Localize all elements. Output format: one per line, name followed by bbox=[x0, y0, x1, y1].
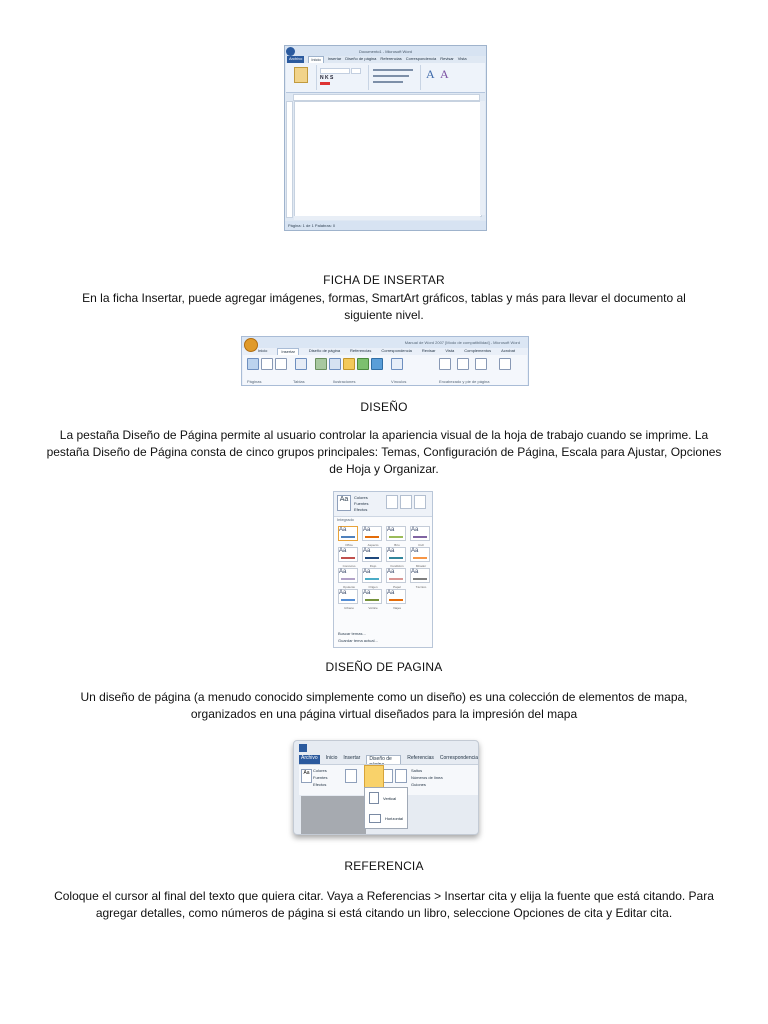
office-button-icon bbox=[286, 47, 295, 56]
theme-civil: Aa Civil bbox=[410, 526, 430, 541]
tab-referencias: Referencias bbox=[407, 755, 434, 761]
font-size-box bbox=[351, 68, 361, 74]
image-icon bbox=[315, 358, 327, 370]
paste-icon bbox=[294, 67, 308, 83]
clipboard-group bbox=[288, 65, 317, 90]
header-icon bbox=[439, 358, 451, 370]
tab-referencias: Referencias bbox=[350, 348, 372, 353]
quick-styles-icon: A bbox=[426, 67, 435, 81]
page-number-icon bbox=[475, 358, 487, 370]
ribbon-tabs bbox=[258, 348, 515, 355]
vertical-ruler bbox=[286, 101, 293, 218]
theme-brio: Aa Brío bbox=[386, 526, 406, 541]
insert-ribbon-screenshot bbox=[241, 336, 529, 386]
theme-tecnico: Aa Técnico bbox=[410, 568, 430, 583]
ribbon bbox=[243, 355, 527, 385]
horizontal-ruler bbox=[293, 94, 480, 101]
breaks-option: Saltos bbox=[411, 768, 423, 773]
colors-option: Colores bbox=[313, 768, 327, 773]
theme-opulento: Aa Opulento bbox=[338, 568, 358, 583]
tab-archivo: Archivo bbox=[289, 56, 303, 61]
text-box-icon bbox=[499, 358, 511, 370]
columns-icon bbox=[395, 769, 407, 783]
landscape-icon bbox=[369, 814, 381, 823]
tab-archivo: Archivo bbox=[299, 755, 320, 768]
margins-icon bbox=[345, 769, 357, 783]
themes-gallery-screenshot bbox=[333, 491, 433, 648]
buscar-temas-link: Buscar temas... bbox=[338, 631, 366, 636]
ribbon bbox=[286, 63, 485, 93]
pagina-heading: DISEÑO DE PAGINA bbox=[325, 660, 443, 674]
tab-diseno: Diseño de página bbox=[308, 348, 341, 353]
spacing-icon bbox=[373, 81, 403, 83]
option-horizontal: Horizontal bbox=[365, 808, 407, 828]
group-paginas: Páginas bbox=[247, 379, 262, 384]
hyphenation-option: Guiones bbox=[411, 782, 426, 787]
orientation-dropdown bbox=[364, 787, 408, 829]
gallery-label: Integrado bbox=[337, 517, 354, 522]
theme-mirador: Aa Mirador bbox=[410, 547, 430, 562]
font-name-box bbox=[320, 68, 350, 74]
page-setup-options bbox=[411, 767, 443, 788]
colors-option: Colores bbox=[354, 495, 368, 500]
size-icon bbox=[414, 495, 426, 509]
referencia-paragraph: Coloque el cursor al final del texto que quiera citar. Vaya a Referencias > Insertar cita y elija la fuente que está citando. Para agregar detalles, como números de página si está citando un libro, seleccione Opciones de cita y Editar cita. bbox=[54, 889, 714, 920]
styles-group bbox=[422, 65, 462, 90]
tab-vista: Vista bbox=[457, 56, 467, 61]
blank-page-icon bbox=[261, 358, 273, 370]
group-ilustraciones: Ilustraciones bbox=[333, 379, 356, 384]
tab-insertar: Insertar bbox=[327, 56, 342, 61]
office-button-icon bbox=[244, 338, 258, 352]
font-group bbox=[318, 65, 369, 90]
tab-vista: Vista bbox=[445, 348, 455, 353]
diseno-heading: DISEÑO bbox=[360, 400, 408, 414]
insertar-paragraph: En la ficha Insertar, puede agregar imágenes, formas, SmartArt gráficos, tablas y más para llevar el documento al siguiente nivel. bbox=[82, 291, 686, 322]
smartart-icon bbox=[357, 358, 369, 370]
tab-referencias: Referencias bbox=[380, 56, 402, 61]
group-tablas: Tablas bbox=[293, 379, 305, 384]
page-break-icon bbox=[275, 358, 287, 370]
paragraph-group bbox=[370, 65, 421, 90]
insertar-heading: FICHA DE INSERTAR bbox=[323, 273, 445, 287]
fonts-option: Fuentes bbox=[354, 501, 369, 506]
chart-icon bbox=[371, 358, 383, 370]
list-icon bbox=[373, 69, 413, 71]
bold-italic-icons: N K S bbox=[320, 75, 334, 81]
theme-office: Aa Office bbox=[338, 526, 358, 541]
theme-origen: Aa Origen bbox=[362, 568, 382, 583]
window-title: Manual de Word 2007 [Modo de compatibilidad] - Microsoft Word bbox=[242, 337, 528, 348]
tab-revisar: Revisar bbox=[440, 56, 454, 61]
theme-urbano: Aa Urbano bbox=[338, 589, 358, 604]
page-design-screenshot bbox=[293, 740, 479, 835]
diseno-paragraph: La pestaña Diseño de Página permite al usuario controlar la apariencia visual de la hoja de trabajo cuando se imprime. La pestaña Diseño de Página consta de cinco grupos principales: Temas, Configuración de Página, Escala para Ajustar, Opciones de Hoja y Organizar. bbox=[46, 428, 722, 476]
theme-papel: Aa Papel bbox=[386, 568, 406, 583]
themes-toolbar bbox=[334, 492, 432, 517]
portrait-icon bbox=[369, 792, 379, 804]
tab-correspondencia: Correspondencia bbox=[439, 755, 478, 761]
group-vinculos: Vínculos bbox=[391, 379, 407, 384]
tab-inicio: Inicio bbox=[325, 755, 338, 761]
group-encabezado: Encabezado y pie de página bbox=[439, 379, 490, 384]
align-icon bbox=[373, 75, 409, 77]
orientation-button-highlight bbox=[364, 765, 384, 789]
hyperlink-icon bbox=[391, 358, 403, 370]
horizontal-scrollbar bbox=[294, 216, 480, 220]
status-bar: Página: 1 de 1 Palabras: 0 bbox=[285, 221, 486, 230]
theme-options bbox=[313, 767, 327, 788]
vertical-scrollbar bbox=[480, 101, 485, 215]
document-page bbox=[294, 101, 482, 217]
guardar-tema-link: Guardar tema actual... bbox=[338, 638, 378, 643]
margins-icon bbox=[386, 495, 398, 509]
theme-links bbox=[338, 630, 378, 644]
theme-options bbox=[354, 495, 368, 513]
word-window-screenshot bbox=[284, 45, 487, 231]
tab-correspondencia: Correspondencia bbox=[381, 348, 412, 353]
footer-icon bbox=[457, 358, 469, 370]
table-icon bbox=[295, 358, 307, 370]
effects-option: Efectos bbox=[354, 507, 368, 512]
clipart-icon bbox=[329, 358, 341, 370]
theme-viajes: Aa Viajes bbox=[386, 589, 406, 604]
font-color-icon bbox=[320, 82, 330, 85]
shapes-icon bbox=[343, 358, 355, 370]
cover-page-icon bbox=[247, 358, 259, 370]
pagina-paragraph: Un diseño de página (a menudo conocido simplemente como un diseño) es una colección de elementos de mapa, organizados en una página virtual diseñados para la impresión del mapa bbox=[80, 690, 688, 721]
tab-inicio: Inicio bbox=[258, 348, 268, 353]
tab-diseno: Diseño de página bbox=[345, 56, 377, 61]
theme-aspecto: Aa Aspecto bbox=[362, 526, 382, 541]
word-icon bbox=[299, 744, 307, 752]
option-vertical: Vertical bbox=[365, 788, 407, 808]
fonts-option: Fuentes bbox=[313, 775, 328, 780]
theme-vertice: Aa Vértice bbox=[362, 589, 382, 604]
theme-flujo: Aa Flujo bbox=[362, 547, 382, 562]
tab-correspondencia: Correspondencia bbox=[405, 56, 437, 61]
line-numbers-option: Números de línea bbox=[411, 775, 443, 780]
tab-insertar: Insertar bbox=[277, 348, 299, 355]
tab-complementos: Complementos bbox=[464, 348, 492, 353]
orientation-icon bbox=[400, 495, 412, 509]
effects-option: Efectos bbox=[313, 782, 327, 787]
change-styles-icon: A bbox=[440, 67, 449, 81]
document-area bbox=[301, 796, 366, 835]
tab-insertar: Insertar bbox=[343, 755, 361, 761]
window-title: Documento1 - Microsoft Word bbox=[285, 46, 486, 56]
tab-diseno: Diseño de bbox=[366, 755, 401, 768]
ribbon-tabs bbox=[285, 56, 486, 63]
themes-button-icon: Aa bbox=[337, 495, 351, 511]
tab-inicio: Inicio bbox=[308, 56, 323, 63]
theme-concurso: Aa Concurso bbox=[338, 547, 358, 562]
tab-revisar: Revisar bbox=[421, 348, 436, 353]
theme-fundicion: Aa Fundición bbox=[386, 547, 406, 562]
referencia-heading: REFERENCIA bbox=[344, 859, 424, 873]
tab-acrobat: Acrobat bbox=[501, 348, 515, 353]
themes-icon: Aa bbox=[301, 769, 312, 783]
